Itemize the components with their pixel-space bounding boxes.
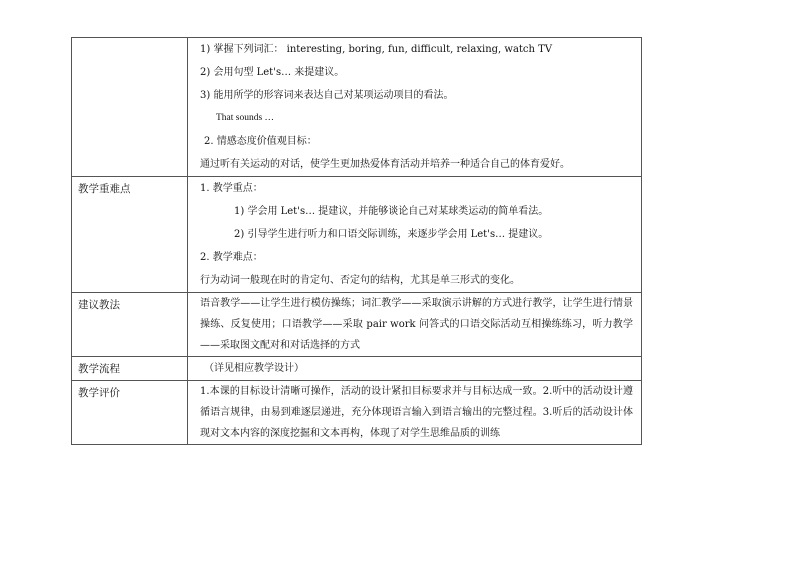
row-label bbox=[72, 38, 188, 177]
process-text: （详见相应教学设计） bbox=[204, 363, 304, 374]
row-label: 教学重难点 bbox=[72, 177, 188, 293]
row-label: 建议教法 bbox=[72, 293, 188, 357]
key-points-row bbox=[72, 177, 642, 293]
row-label: 教学评价 bbox=[72, 381, 188, 445]
objective-line-5: 2. 情感态度价值观目标： bbox=[204, 136, 317, 147]
methods-row bbox=[72, 293, 642, 357]
process-row bbox=[72, 357, 642, 381]
key-point-line-4: 2. 教学难点： bbox=[200, 252, 263, 263]
evaluation-content bbox=[188, 381, 642, 445]
lesson-plan-table bbox=[71, 37, 642, 445]
key-point-line-1: 1. 教学重点： bbox=[200, 183, 263, 194]
methods-content bbox=[188, 293, 642, 357]
key-point-line-3: 2) 引导学生进行听力和口语交际训练，来逐步学会用 Let's… 提建议。 bbox=[234, 229, 549, 240]
objective-line-6: 通过听有关运动的对话，使学生更加热爱体育活动并培养一种适合自己的体育爱好。 bbox=[200, 159, 570, 170]
process-content bbox=[188, 357, 642, 381]
objective-line-4: That sounds … bbox=[216, 113, 275, 123]
key-point-line-2: 1) 学会用 Let's… 提建议，并能够谈论自己对某球类运动的简单看法。 bbox=[234, 206, 549, 217]
evaluation-text: 1.本课的目标设计清晰可操作，活动的设计紧扣目标要求并与目标达成一致。2.听中的活动设计遵循语言规律，由易到难逐层递进，充分体现语言输入到语言输出的完整过程。3.听后的活动设计体现对文本内容的深度挖掘和文本再构，体现了对学生思维品质的训练 bbox=[200, 386, 633, 439]
methods-text: 语音教学——让学生进行模仿操练；词汇教学——采取演示讲解的方式进行教学，让学生进行情景操练、反复使用；口语教学——采取 pair work 问答式的口语交际活动互相操练练习，听力教学——采取图文配对和对话选择的方式 bbox=[200, 298, 633, 351]
objectives-content bbox=[188, 38, 642, 177]
evaluation-row bbox=[72, 381, 642, 445]
objectives-row bbox=[72, 38, 642, 177]
key-points-content bbox=[188, 177, 642, 293]
key-point-line-5: 行为动词一般现在时的肯定句、否定句的结构，尤其是单三形式的变化。 bbox=[200, 275, 520, 286]
objective-line-1: 1) 掌握下列词汇： interesting, boring, fun, difficult, relaxing, watch TV bbox=[200, 44, 553, 55]
objective-line-3: 3) 能用所学的形容词来表达自己对某项运动项目的看法。 bbox=[200, 90, 454, 101]
objective-line-2: 2) 会用句型 Let's… 来提建议。 bbox=[200, 67, 345, 78]
row-label: 教学流程 bbox=[72, 357, 188, 381]
